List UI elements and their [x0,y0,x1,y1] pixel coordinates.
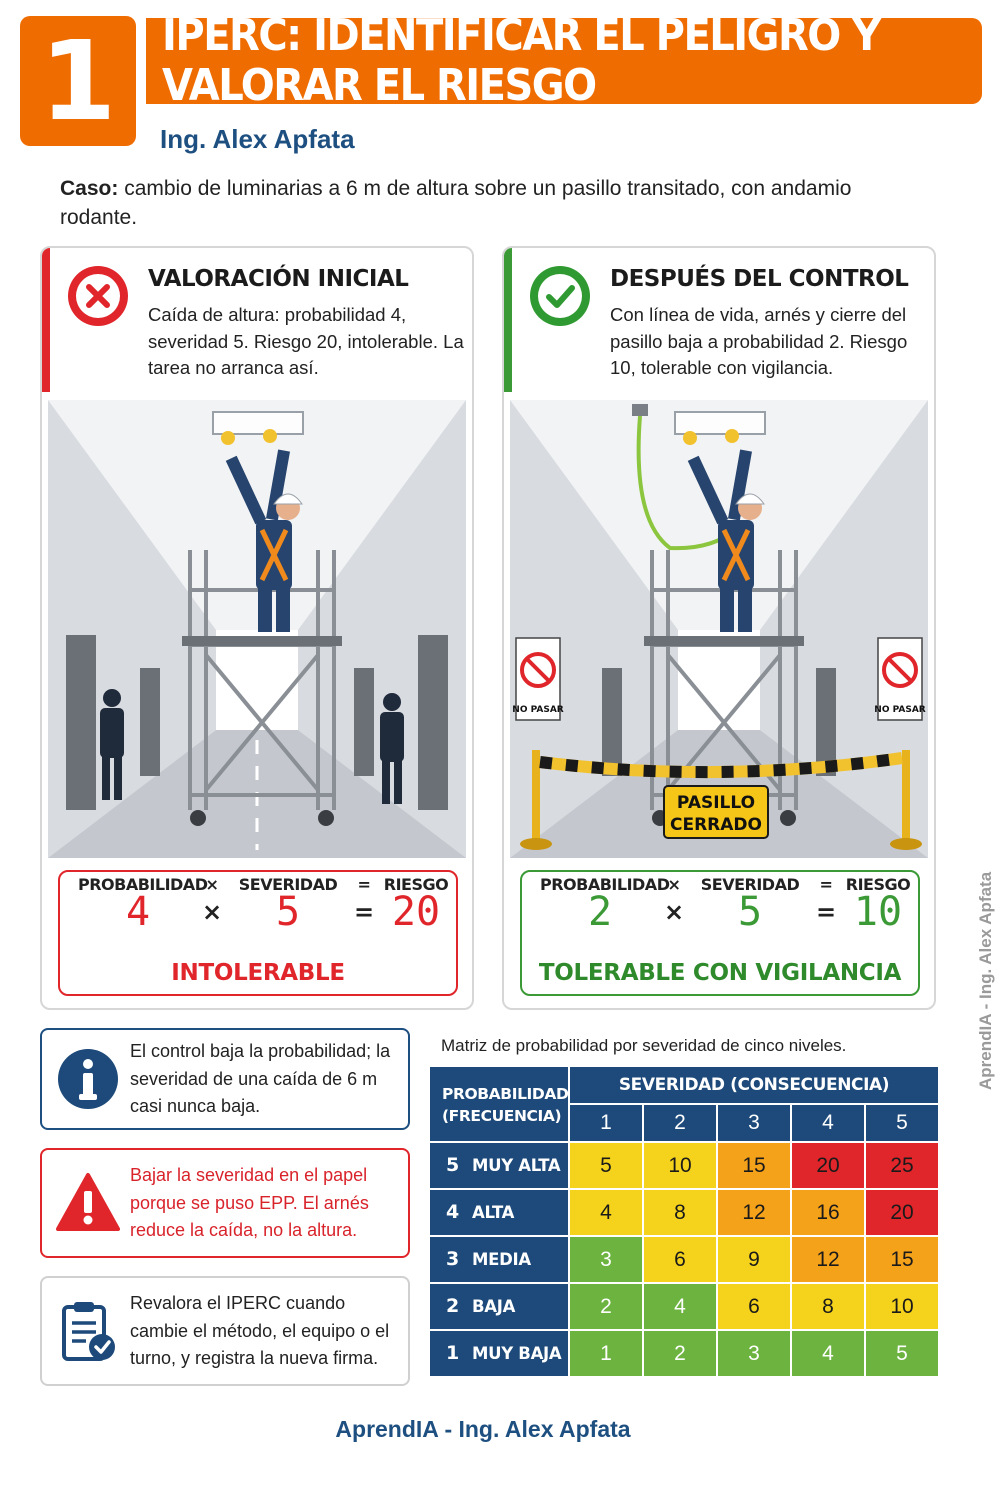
probability-row-label [430,1143,568,1188]
equals-sign: = [353,898,375,926]
risk-verdict: INTOLERABLE [171,960,345,986]
matrix-cell: 3 [570,1237,642,1282]
matrix-cell: 2 [644,1331,716,1376]
case-text: cambio de luminarias a 6 m de altura sobre un pasillo transitado, con andamio rodante. [60,177,852,229]
probability-row-number: 5 [446,1154,459,1176]
probability-row-name: MUY ALTA [472,1156,561,1175]
probability-label: PROBABILIDAD [540,874,670,894]
probability-row-label [430,1237,568,1282]
risk-label: RIESGO [845,874,911,894]
sign-text-left: NO PASAR [512,705,564,715]
matrix-cell: 10 [866,1284,938,1329]
matrix-cell: 20 [866,1190,938,1235]
risk-verdict: TOLERABLE CON VIGILANCIA [538,960,902,986]
times-label: × [205,874,219,894]
matrix-cell: 3 [718,1331,790,1376]
matrix-cell: 10 [644,1143,716,1188]
initial-assessment-card [40,246,474,1010]
severity-value: 5 [275,889,301,935]
matrix-cell: 16 [792,1190,864,1235]
corridor-scaffold-illustration [48,400,466,858]
probability-row-number: 3 [446,1248,459,1270]
severity-label: SEVERIDAD [238,874,338,894]
matrix-cell: 15 [718,1143,790,1188]
checklist-tip-text: Revalora el IPERC cuando cambie el método, el equipo o el turno, y registra la nueva firma. [130,1292,390,1368]
after-text: Con línea de vida, arnés y cierre del pasillo baja a probabilidad 2. Riesgo 10, tolerable con vigilancia. [610,304,908,378]
matrix-cell: 2 [570,1284,642,1329]
equals-label: = [819,874,833,894]
probability-header [430,1067,568,1141]
checklist-tip [40,1276,410,1386]
matrix-cell: 9 [718,1237,790,1282]
matrix-cell: 8 [792,1284,864,1329]
severity-level-5: 5 [866,1105,938,1141]
matrix-caption: Matriz de probabilidad por severidad de cinco niveles. [441,1036,847,1055]
matrix-cell: 25 [866,1143,938,1188]
info-tip-text: El control baja la probabilidad; la severidad de una caída de 6 m casi nunca baja. [130,1040,391,1116]
warning-tip [40,1148,410,1258]
probability-header-line2: (FRECUENCIA) [442,1107,562,1125]
author-name: Ing. Alex Apfata [160,124,355,154]
initial-text: Caída de altura: probabilidad 4, severidad 5. Riesgo 20, intolerable. La tarea no arranca así. [148,304,464,378]
severity-level-3: 3 [718,1105,790,1141]
probability-header-line1: PROBABILIDAD [442,1085,569,1103]
warning-tip-text: Bajar la severidad en el papel porque se puso EPP. El arnés reduce la caída, no la altura. [130,1164,369,1240]
probability-row-name: ALTA [472,1203,515,1222]
matrix-cell: 5 [866,1331,938,1376]
risk-value: 10 [853,889,903,935]
clipboard-check-icon [56,1299,120,1363]
matrix-cell: 8 [644,1190,716,1235]
footer-credit: AprendIA - Ing. Alex Apfata [335,1416,631,1442]
matrix-cell: 4 [570,1190,642,1235]
initial-risk-calculation [58,870,458,996]
risk-matrix [430,1067,938,1377]
case-description [60,174,860,232]
step-number: 1 [20,16,136,146]
probability-row-name: MUY BAJA [472,1344,562,1363]
severity-label: SEVERIDAD [700,874,800,894]
matrix-cell: 20 [792,1143,864,1188]
severity-header: SEVERIDAD (CONSECUENCIA) [570,1067,938,1103]
probability-value: 2 [587,889,613,935]
times-label: × [667,874,681,894]
side-watermark: AprendIA - Ing. Alex Apfata [976,871,995,1090]
matrix-cell: 15 [866,1237,938,1282]
matrix-cell: 4 [644,1284,716,1329]
initial-title: VALORACIÓN INICIAL [148,266,409,292]
matrix-cell: 12 [792,1237,864,1282]
matrix-cell: 5 [570,1143,642,1188]
severity-level-2: 2 [644,1105,716,1141]
page-title: IPERC: IDENTIFICAR EL PELIGRO Y VALORAR EL RIESGO [162,11,880,111]
barrier-label-line1: PASILLO [676,793,756,813]
times-sign: × [201,898,223,926]
case-label: Caso: [60,177,119,200]
severity-level-4: 4 [792,1105,864,1141]
probability-row-number: 2 [446,1295,459,1317]
after-risk-calculation [520,870,920,996]
matrix-cell: 4 [792,1331,864,1376]
x-icon [68,266,128,326]
probability-row-label [430,1284,568,1329]
red-accent-stripe [42,248,50,392]
probability-row-name: BAJA [472,1297,516,1316]
equals-sign: = [815,898,837,926]
barrier-label-line2: CERRADO [670,815,762,835]
severity-level-1: 1 [570,1105,642,1141]
matrix-cell: 6 [718,1284,790,1329]
warning-icon [56,1171,120,1235]
probability-row-number: 4 [446,1201,459,1223]
after-control-card [502,246,936,1010]
probability-row-label [430,1190,568,1235]
probability-row-label [430,1331,568,1376]
probability-label: PROBABILIDAD [78,874,208,894]
matrix-cell: 1 [570,1331,642,1376]
green-accent-stripe [504,248,512,392]
info-tip [40,1028,410,1130]
info-icon [56,1047,120,1111]
probability-row-name: MEDIA [472,1250,531,1269]
risk-label: RIESGO [383,874,449,894]
check-icon [530,266,590,326]
severity-value: 5 [737,889,763,935]
equals-label: = [357,874,371,894]
probability-value: 4 [125,889,151,935]
matrix-cell: 12 [718,1190,790,1235]
title-banner [146,11,982,111]
times-sign: × [663,898,685,926]
probability-row-number: 1 [446,1342,459,1364]
after-title: DESPUÉS DEL CONTROL [610,266,909,292]
matrix-cell: 6 [644,1237,716,1282]
risk-value: 20 [391,889,441,935]
controlled-corridor-illustration [510,400,928,858]
sign-text-right: NO PASAR [874,705,926,715]
